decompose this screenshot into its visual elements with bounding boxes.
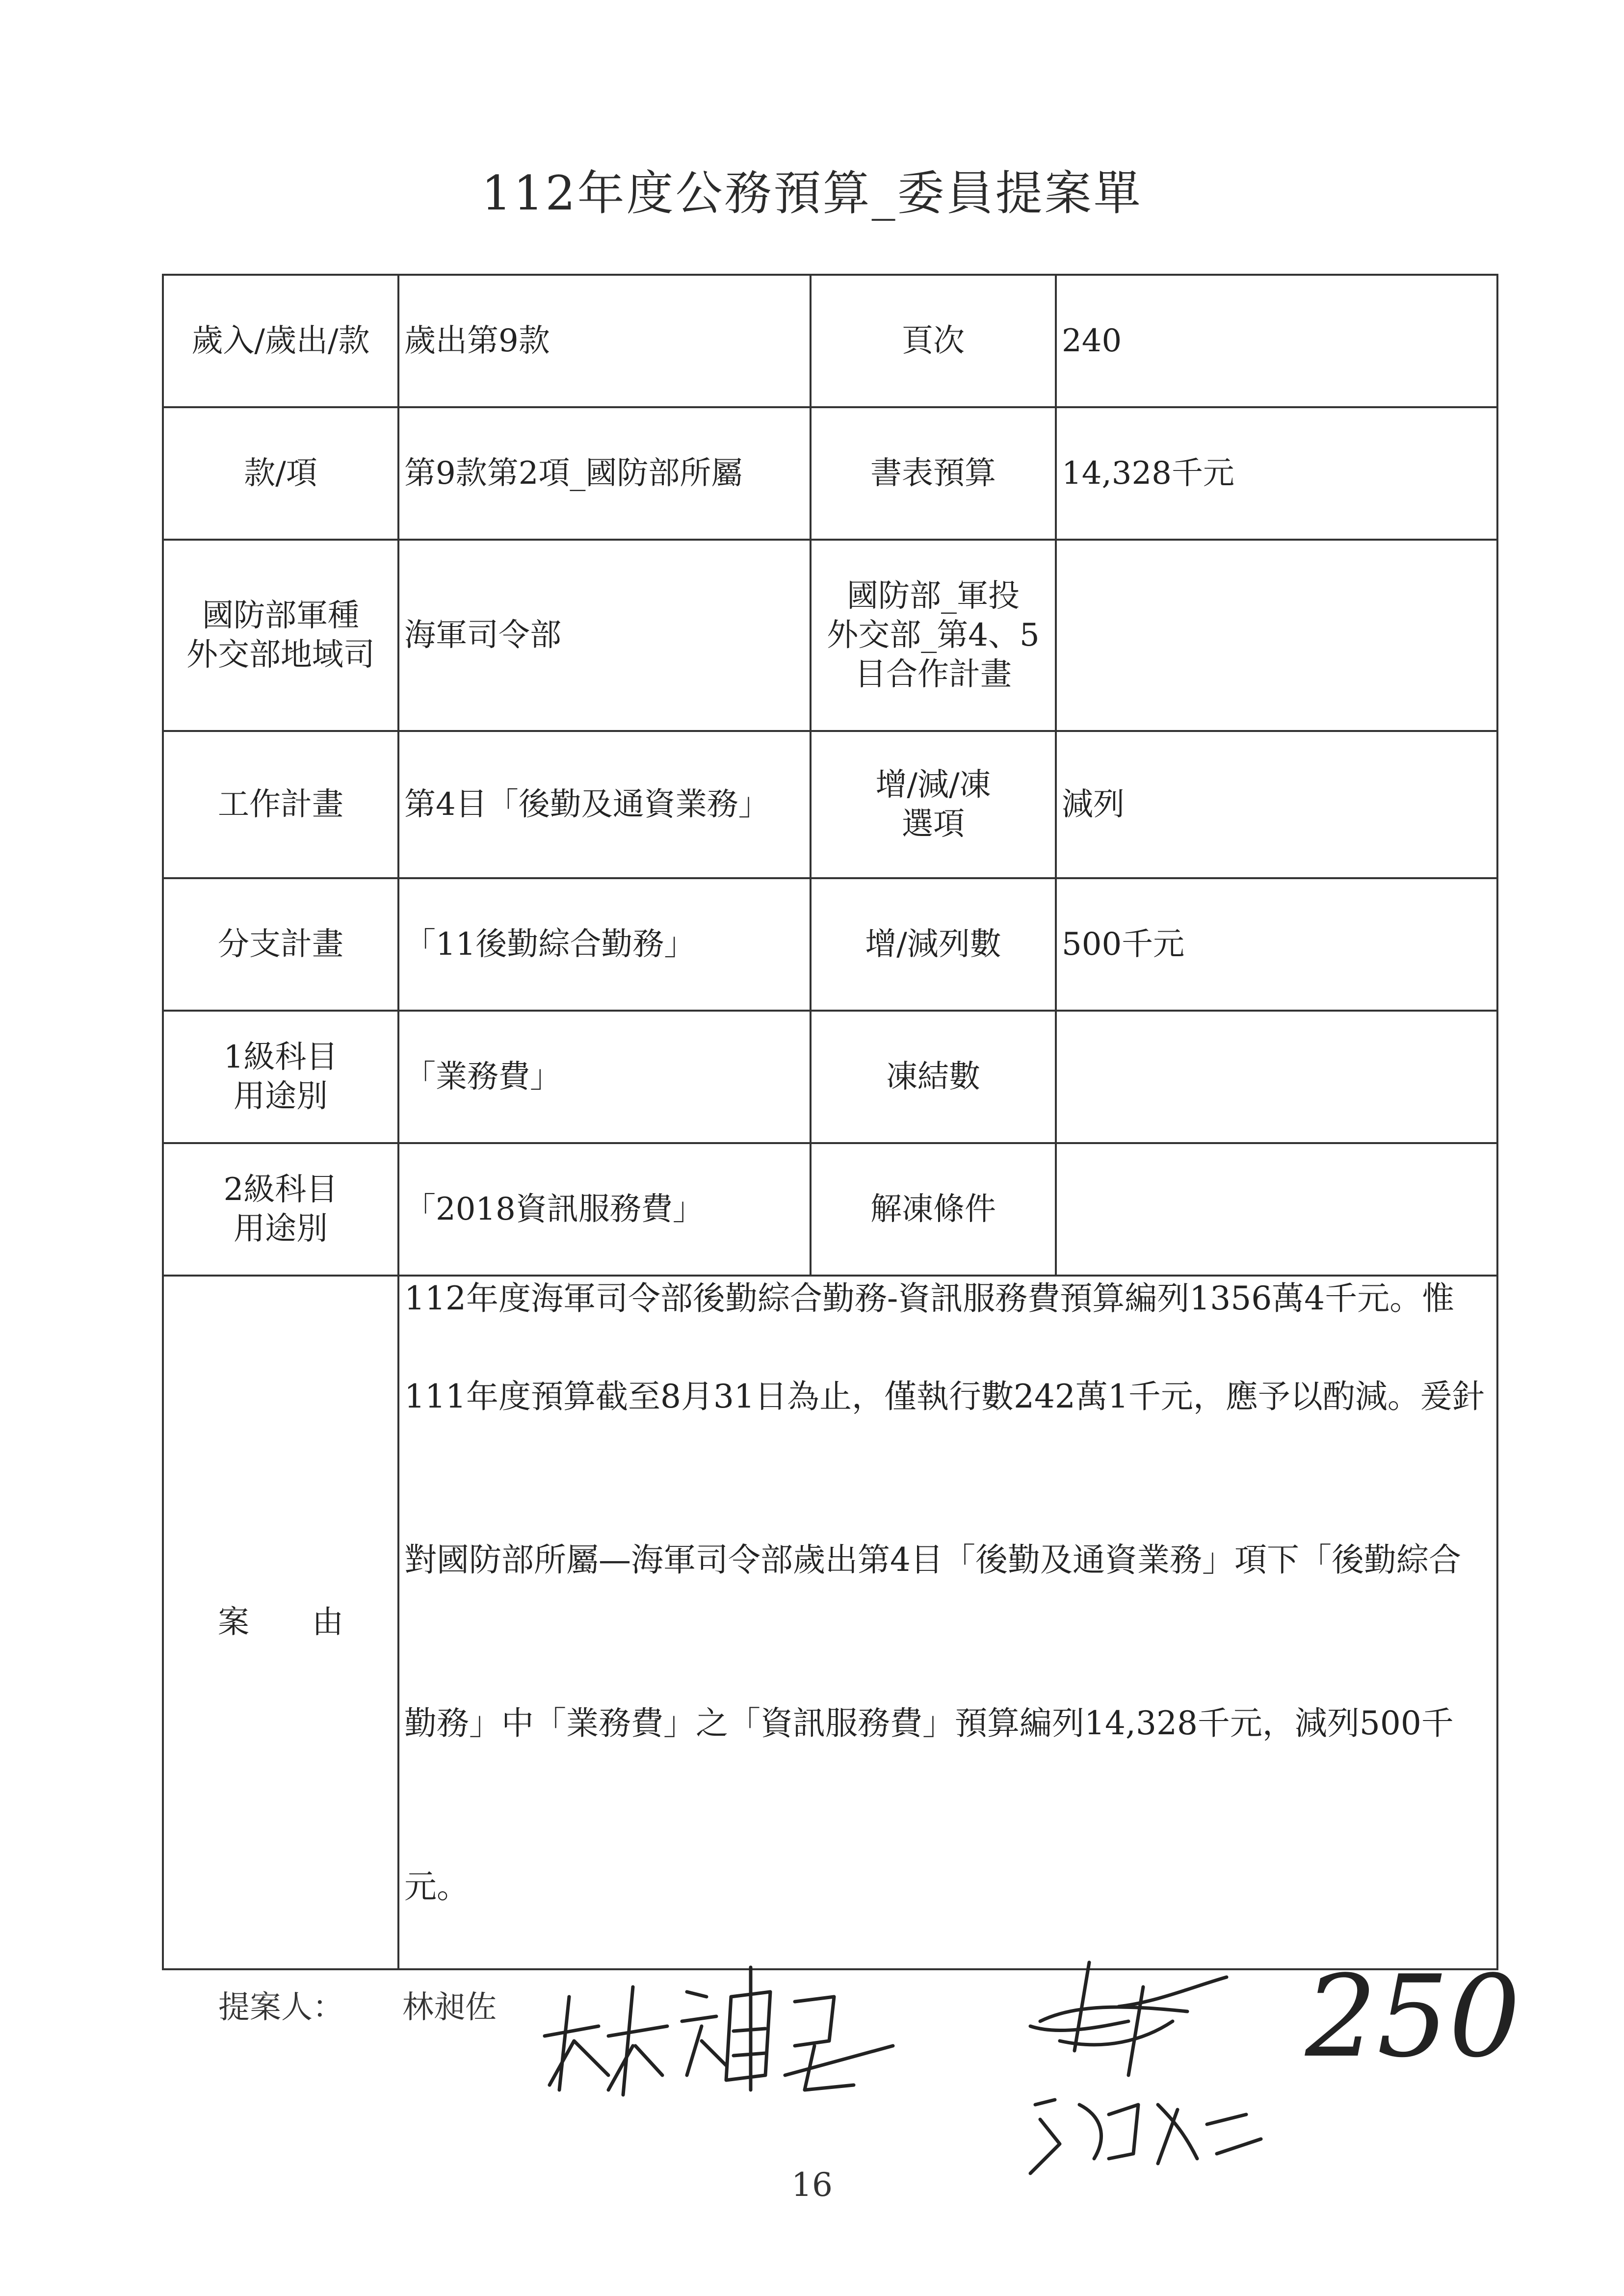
field-value: 500千元 [1056,878,1497,1011]
field-label: 工作計畫 [163,731,398,878]
field-label: 款/項 [163,407,398,540]
field-value: 14,328千元 [1056,407,1497,540]
field-value [1056,1011,1497,1143]
field-label: 增/減列數 [811,878,1056,1011]
page-number: 16 [791,2166,833,2204]
form-row [163,407,1497,540]
field-label: 書表預算 [811,407,1056,540]
field-value: 「2018資訊服務費」 [398,1143,811,1276]
field-label: 增/減/凍 選項 [811,731,1056,878]
field-label: 國防部_軍投 外交部_第4、5 目合作計畫 [811,540,1056,731]
field-label: 歲入/歲出/款 [163,275,398,407]
reason-line: 111年度預算截至8月31日為止，僅執行數242萬1千元，應予以酌減。爰針 [404,1378,1485,1415]
page-title: 112年度公務預算_委員提案單 [481,166,1143,221]
proposer-name: 林昶佐 [402,1989,497,2026]
field-value: 海軍司令部 [398,540,811,731]
form-row [163,731,1497,878]
reason-line: 112年度海軍司令部後勤綜合勤務-資訊服務費預算編列1356萬4千元。惟 [404,1279,1455,1317]
field-value: 第9款第2項_國防部所屬 [398,407,811,540]
form-row [163,878,1497,1011]
field-value: 減列 [1056,731,1497,878]
form-row [163,1011,1497,1143]
field-label: 分支計畫 [163,878,398,1011]
form-row [163,275,1497,407]
handwritten-note: 250 [1305,1952,1520,2083]
handwritten-signatures [540,1928,1595,2203]
reason-content [398,1276,1497,1969]
field-value: 「業務費」 [398,1011,811,1143]
field-label: 凍結數 [811,1011,1056,1143]
field-value [1056,1143,1497,1276]
field-label: 1級科目 用途別 [163,1011,398,1143]
form-row [163,540,1497,731]
reason-line: 勤務」中「業務費」之「資訊服務費」預算編列14,328千元，減列500千 [404,1704,1454,1742]
reason-label: 案 由 [163,1276,398,1969]
reason-line: 對國防部所屬—海軍司令部歲出第4目「後勤及通資業務」項下「後勤綜合 [404,1541,1461,1579]
reason-row [163,1276,1497,1969]
reason-line: 元。 [404,1868,469,1905]
field-value: 「11後勤綜合勤務」 [398,878,811,1011]
field-value [1056,540,1497,731]
field-label: 國防部軍種 外交部地域司 [163,540,398,731]
proposal-form-table [162,274,1498,1970]
field-label: 解凍條件 [811,1143,1056,1276]
proposer-label: 提案人： [218,1989,344,2026]
field-value: 歲出第9款 [398,275,811,407]
field-value: 第4目「後勤及通資業務」 [398,731,811,878]
field-value: 240 [1056,275,1497,407]
field-label: 頁次 [811,275,1056,407]
field-label: 2級科目 用途別 [163,1143,398,1276]
form-row [163,1143,1497,1276]
